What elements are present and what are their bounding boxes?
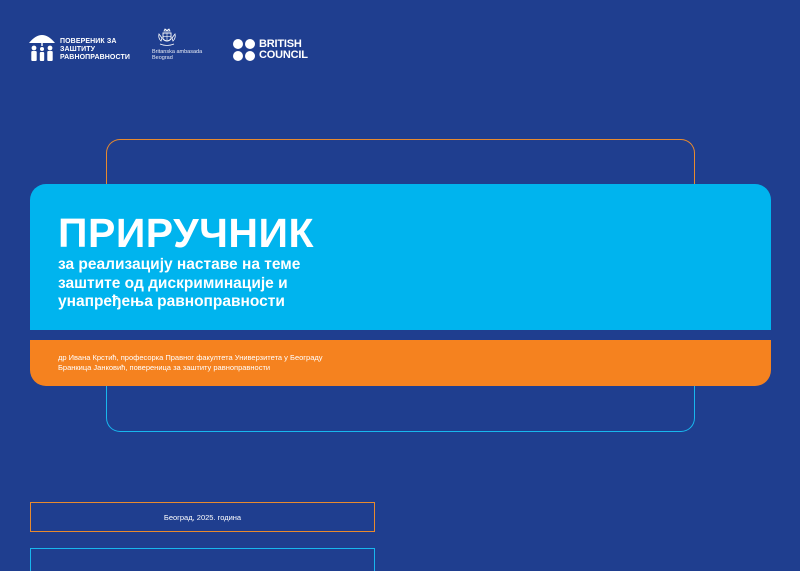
- equality-commissioner-text: [60, 38, 130, 62]
- british-embassy-text: [152, 49, 202, 61]
- title-band: [30, 184, 771, 330]
- british-embassy-logo: [152, 28, 222, 68]
- umbrella-family-icon: [28, 29, 56, 63]
- four-dots-icon: [232, 38, 256, 62]
- logo-text-line: ПОВЕРЕНИК ЗА: [60, 38, 117, 45]
- page-subtitle: за реализацију наставе на теме заштите од дискриминације и унапређења равноправности: [58, 256, 301, 310]
- place-date-box: [30, 502, 375, 532]
- british-council-text: [259, 39, 308, 61]
- equality-commissioner-logo: [28, 28, 138, 68]
- page-title: ПРИРУЧНИК: [58, 210, 315, 256]
- logo-text-line: Beograd: [152, 55, 173, 61]
- logo-text-line: Britanska ambasada: [152, 49, 203, 55]
- logo-text-line: РАВНОПРАВНОСТИ: [60, 54, 130, 61]
- authors-list: [58, 353, 323, 372]
- author-line: др Ивана Крстић, професорка Правног факултета Универзитета у Београду: [58, 353, 323, 362]
- place-date-text: Београд, 2025. година: [163, 512, 242, 522]
- logo-text-line: ЗАШТИТУ: [60, 46, 96, 53]
- logo-text-line: BRITISH: [259, 38, 302, 50]
- decorative-blue-box: [30, 548, 375, 571]
- authors-band: [30, 340, 771, 386]
- logo-text-line: COUNCIL: [259, 49, 308, 61]
- british-council-logo: [232, 38, 322, 62]
- author-line: Бранкица Јанковић, повереница за заштиту равноправности: [58, 362, 271, 372]
- royal-coat-of-arms-icon: [156, 28, 178, 48]
